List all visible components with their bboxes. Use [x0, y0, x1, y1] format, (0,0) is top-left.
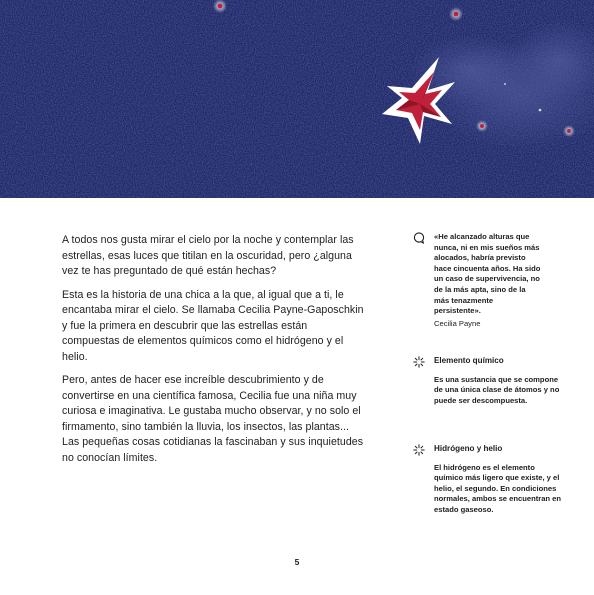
quote-text: «He alcanzado alturas que nunca, ni en mis sueños más alocados, habría previsto hace cincuenta años. Ha sido un caso de supervivencia, no de la más apta, sino de la más tenazmente persistente».	[434, 232, 541, 316]
definition-title: Hidrógeno y helio	[434, 444, 503, 453]
sidebar	[411, 232, 562, 514]
sky-artwork	[0, 0, 594, 198]
paragraph: A todos nos gusta mirar el cielo por la noche y contemplar las estrellas, esas luces que titilan en la oscuridad, pero ¿alguna vez te has preguntado de qué están hechas?	[62, 234, 354, 277]
page-number: 5	[294, 557, 300, 567]
quote-author: Cecilia Payne	[434, 318, 481, 328]
paragraph: Pero, antes de hacer ese increíble descubrimiento y de convertirse en una científica famosa, Cecilia fue una niña muy curiosa e imaginativa. Le gustaba mucho observar, y no solo el firmamento, sino también la lluvia, los insectos, las plantas... Las pequeñas cosas cotidianas la fascinaban y sus inquietudes no conocían límites.	[62, 374, 364, 464]
sparkle-icon	[413, 444, 425, 456]
definition-block	[411, 444, 564, 516]
small-star	[449, 7, 463, 21]
small-star	[476, 120, 488, 132]
quote-block	[411, 232, 541, 329]
definition-body: El hidrógeno es el elemento químico más ligero que existe, y el helio, el segundo. En condiciones normales, ambos se encuentran en estado gaseoso.	[434, 462, 562, 514]
definition-body: Es una sustancia que se compone de una única clase de átomos y no puede ser descompuesta.	[434, 374, 560, 405]
definition-title: Elemento químico	[434, 356, 504, 365]
small-star	[563, 125, 575, 137]
definition-block	[411, 356, 564, 406]
speech-bubble-icon	[413, 232, 425, 244]
sparkle-icon	[413, 356, 425, 368]
night-sky-illustration	[0, 0, 594, 198]
main-text-column	[62, 233, 364, 474]
paragraph: Esta es la historia de una chica a la que, al igual que a ti, le encantaba mirar el cielo. Se llamaba Cecilia Payne-Gaposchkin y fue la primera en descubrir que las estrellas están compuestas de elementos químicos como el hidrógeno y el helio.	[62, 288, 364, 363]
